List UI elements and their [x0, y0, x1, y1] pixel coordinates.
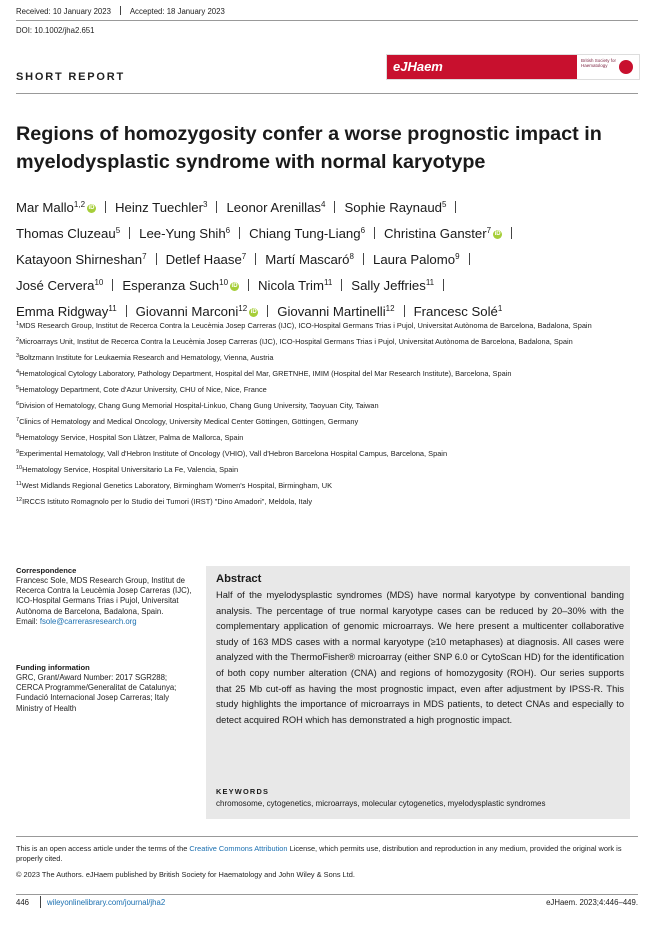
author-affiliation-marker: 8: [349, 252, 354, 261]
correspondence-body: Francesc Sole, MDS Research Group, Institut de Recerca Contra la Leucèmia Josep Carreras (IJC), ICO-Hospital Germans Trias i Pujol, Universitat Autònoma de Barcelona, Badalona, Spain.: [16, 576, 192, 616]
keywords-heading: KEYWORDS: [216, 787, 270, 796]
affiliation-number: 4: [16, 368, 20, 375]
author-separator: [129, 227, 130, 239]
author-affiliation-marker: 9: [455, 252, 460, 261]
author-separator: [374, 227, 375, 239]
author-list: [16, 193, 638, 323]
author-separator: [267, 305, 268, 317]
author-name: Giovanni Martinelli: [277, 304, 386, 319]
author-name: Thomas Cluzeau: [16, 226, 116, 241]
author-separator: [239, 227, 240, 239]
author-row: [16, 245, 638, 271]
author-name: Sally Jeffries: [351, 278, 426, 293]
affiliation-text: Boltzmann Institute for Leukaemia Research and Hematology, Vienna, Austria: [19, 352, 274, 362]
affiliation-number: 9: [16, 448, 20, 455]
footer-rule: [16, 894, 638, 895]
author-row: [16, 193, 638, 219]
affiliation: [16, 432, 638, 443]
affiliation-list: [16, 320, 638, 512]
affiliation-number: 5: [16, 384, 20, 391]
affiliation-text: MDS Research Group, Institut de Recerca Contra la Leucèmia Josep Carreras (IJC), ICO-Hospital Germans Trias i Pujol, Universitat Autònoma de Barcelona, Badalona, Spain: [19, 321, 592, 330]
author-name: Heinz Tuechler: [115, 200, 203, 215]
author-separator: [341, 279, 342, 291]
affiliation-number: 1: [16, 321, 20, 327]
author-affiliation-marker: 3: [202, 200, 208, 209]
abstract-text: Half of the myelodysplastic syndromes (MDS) have normal karyotype by conventional banding analysis. The percentage of true normal karyotype cases can be reduced by 20–30% with the complementary application of genomic microarrays. We here present a multicenter collaborative study of 163 MDS cases with a normal karyotype (≥10 metaphases) at diagnosis. All cases were analyzed with the ThermoFisher® microarray (either SNP 6.0 or CytoScan HD) for the identification of both copy number alteration (CNA) and regions of homozygosity (ROH). Our series supports that 25 Mb cut-off as having the most prognostic impact, even after adjustment by IPSS-R. This study highlights the importance of microarrays in MDS patients, to detect CNAs and especially to detect acquired ROH which has demonstrated a high prognostic impact.: [216, 590, 624, 725]
orcid-icon[interactable]: iD: [250, 309, 257, 315]
affiliation-text: IRCCS Istituto Romagnolo per lo Studio dei Tumori (IRST) "Dino Amadori", Meldola, Italy: [22, 496, 313, 506]
affiliation: [16, 448, 638, 459]
author-name: Martí Mascaró: [265, 252, 350, 267]
author-name: Chiang Tung-Liang: [249, 226, 361, 241]
affiliation-text: Hematology Service, Hospital Universitario La Fe, Valencia, Spain: [22, 464, 239, 474]
received-date: Received: 10 January 2023: [16, 7, 111, 16]
author-name: Christina Ganster: [384, 226, 487, 241]
author-separator: [248, 279, 249, 291]
author-separator: [363, 253, 364, 265]
author-row: [16, 219, 638, 245]
author-name: Mar Mallo: [16, 200, 74, 215]
author-name: Esperanza Such: [122, 278, 220, 293]
accepted-date: Accepted: 18 January 2023: [129, 7, 225, 16]
orcid-icon[interactable]: iD: [231, 283, 238, 289]
affiliation: [16, 336, 638, 347]
author-separator: [404, 305, 405, 317]
author-name: Lee-Yung Shih: [139, 226, 226, 241]
author-separator: [112, 279, 113, 291]
affiliation-number: 6: [16, 400, 20, 407]
author-affiliation-marker: 11: [323, 278, 333, 287]
affiliation: [16, 320, 638, 331]
keywords: chromosome, cytogenetics, microarrays, molecular cytogenetics, myelodysplastic syndromes: [216, 799, 546, 808]
author-affiliation-marker: 10: [219, 278, 229, 287]
author-affiliation-marker: 1: [497, 304, 503, 313]
abstract-box: [206, 566, 630, 819]
affiliation-text: Clinics of Hematology and Medical Oncology, University Medical Center Göttingen, Göttingen, Germany: [19, 416, 359, 426]
author-name: Leonor Arenillas: [226, 200, 322, 215]
affiliation: [16, 496, 638, 507]
affiliation-number: 11: [16, 480, 22, 487]
author-affiliation-marker: 11: [425, 278, 435, 287]
affiliation-text: Experimental Hematology, Vall d'Hebron Institute of Oncology (VHIO), Vall d'Hebron Barcelona Hospital Campus, Barcelona, Spain: [19, 448, 448, 458]
author-affiliation-marker: 5: [115, 226, 121, 235]
author-name: Giovanni Marconi: [135, 304, 239, 319]
author-affiliation-marker: 6: [360, 226, 366, 235]
author-affiliation-marker: 10: [94, 278, 104, 287]
journal-banner: [386, 54, 640, 80]
citation: eJHaem. 2023;4:446–449.: [546, 898, 638, 907]
funding-heading: Funding information: [16, 663, 90, 672]
author-name: Detlef Haase: [165, 252, 242, 267]
journal-url-link[interactable]: wileyonlinelibrary.com/journal/jha2: [47, 898, 166, 907]
affiliation-text: Hematological Cytology Laboratory, Pathology Department, Hospital del Mar, GRETNHE, IMIM (Hospital del Mar Research Institute), Barcelona, Spain: [19, 368, 512, 378]
footer-separator: [40, 896, 41, 908]
author-affiliation-marker: 4: [321, 200, 326, 209]
doi: DOI: 10.1002/jha2.651: [16, 26, 95, 35]
abstract-heading: Abstract: [216, 573, 262, 585]
author-separator: [334, 201, 335, 213]
author-row: [16, 271, 638, 297]
author-name: José Cervera: [16, 278, 95, 293]
orcid-icon[interactable]: iD: [494, 231, 501, 237]
author-affiliation-marker: 1,2: [73, 200, 86, 209]
society-logo-text: British Society for Haematology: [581, 58, 617, 68]
author-name: Katayoon Shirneshan: [16, 252, 143, 267]
author-separator: [126, 305, 127, 317]
author-separator: [216, 201, 217, 213]
affiliation-number: 12: [16, 496, 23, 503]
author-affiliation-marker: 7: [241, 252, 247, 261]
section-label: SHORT REPORT: [16, 71, 125, 83]
license-rule: [16, 836, 638, 837]
section-rule: [16, 93, 638, 94]
article-title: Regions of homozygosity confer a worse prognostic impact in myelodysplastic syndrome with normal karyotype: [16, 123, 602, 173]
author-affiliation-marker: 6: [225, 226, 231, 235]
orcid-icon[interactable]: iD: [88, 205, 95, 211]
email-link[interactable]: fsole@carrerasresearch.org: [39, 616, 137, 626]
affiliation-number: 2: [16, 336, 20, 343]
affiliation-number: 10: [16, 464, 23, 471]
header-rule: [16, 20, 638, 21]
affiliation: [16, 464, 638, 475]
page-number: 446: [16, 898, 30, 907]
correspondence-heading: Correspondence: [16, 566, 77, 575]
correspondence-block: [16, 566, 196, 627]
affiliation: [16, 416, 638, 427]
author-affiliation-marker: 12: [385, 304, 395, 313]
society-logo-icon: [619, 60, 633, 74]
received-accepted-dates: [16, 6, 316, 17]
author-affiliation-marker: 11: [108, 304, 117, 313]
correspondence-email-line: [16, 617, 196, 627]
affiliation: [16, 480, 638, 491]
author-separator: [455, 201, 456, 213]
author-separator: [156, 253, 157, 265]
author-affiliation-marker: 7: [142, 252, 147, 261]
author-separator: [105, 201, 106, 213]
funding-body: GRC, Grant/Award Number: 2017 SGR288; CERCA Programme/Generalitat de Catalunya; Fundació Internacional Josep Carreras; Italy Ministry of Health: [16, 673, 177, 713]
cc-license-link[interactable]: Creative Commons Attribution: [189, 844, 288, 853]
author-affiliation-marker: 5: [441, 200, 447, 209]
affiliation-text: Division of Hematology, Chang Gung Memorial Hospital-Linkuo, Chang Gung University, Taoyuan City, Taiwan: [19, 400, 379, 410]
affiliation: [16, 352, 638, 363]
author-separator: [255, 253, 256, 265]
affiliation-text: Hematology Department, Cote d'Azur University, CHU of Nice, Nice, France: [19, 384, 267, 394]
funding-block: [16, 663, 196, 714]
author-name: Francesc Solé: [413, 304, 498, 319]
author-name: Laura Palomo: [372, 252, 456, 267]
license-text: This is an open access article under the terms of the Creative Commons Attribution License, which permits use, distribution and reproduction in any medium, provided the original work is properly cited.: [16, 844, 622, 863]
author-name: Sophie Raynaud: [344, 200, 442, 215]
affiliation: [16, 384, 638, 395]
author-affiliation-marker: 7: [486, 226, 492, 235]
author-name: Emma Ridgway: [16, 304, 109, 319]
author-separator: [469, 253, 470, 265]
affiliation-text: West Midlands Regional Genetics Laboratory, Birmingham Women's Hospital, Birmingham, UK: [21, 480, 333, 490]
affiliation-number: 7: [16, 416, 20, 423]
affiliation-number: 3: [16, 352, 20, 359]
affiliation: [16, 368, 638, 379]
author-affiliation-marker: 12: [238, 304, 248, 313]
affiliation-text: Microarrays Unit, Institut de Recerca Contra la Leucèmia Josep Carreras (IJC), ICO-Hospital Germans Trias i Pujol, Universitat Autònoma de Barcelona, Badalona, Spain: [19, 336, 573, 346]
email-label: Email:: [16, 616, 40, 626]
author-name: Nicola Trim: [258, 278, 324, 293]
affiliation-text: Hematology Service, Hospital Son Llàtzer, Palma de Mallorca, Spain: [19, 432, 244, 442]
author-separator: [511, 227, 512, 239]
affiliation: [16, 400, 638, 411]
journal-logo: eJHaem: [387, 55, 577, 79]
author-separator: [443, 279, 444, 291]
affiliation-number: 8: [16, 432, 20, 439]
copyright: © 2023 The Authors. eJHaem published by British Society for Haematology and John Wiley & Sons Ltd.: [16, 870, 355, 879]
